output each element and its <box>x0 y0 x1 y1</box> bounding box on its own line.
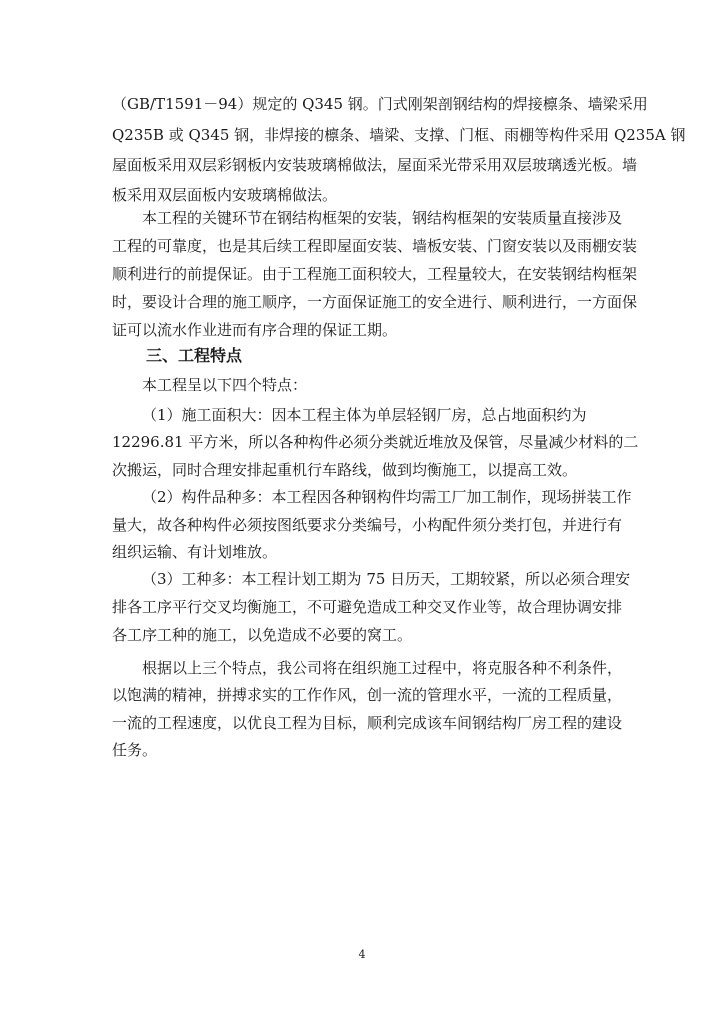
text-line: 本工程的关键环节在钢结构框架的安装，钢结构框架的安装质量直接涉及 <box>142 209 623 227</box>
text-line: 顺利进行的前提保证。由于工程施工面积较大，工程量较大，在安装钢结构框架 <box>112 265 638 283</box>
text-line: 一流的工程速度，以优良工程为目标，顺利完成该车间钢结构厂房工程的建设 <box>112 714 623 732</box>
text-line: （GB/T1591－94）规定的 Q345 钢。门式刚架剖钢结构的焊接檩条、墙梁采用 <box>112 95 648 113</box>
text-line: 板采用双层面板内安玻璃棉做法。 <box>112 186 338 204</box>
text-line: （3）工种多：本工程计划工期为 75 日历天，工期较紧，所以必须合理安 <box>142 570 631 588</box>
text-line: 各工序工种的施工，以免造成不必要的窝工。 <box>112 626 413 644</box>
text-line: Q235B 或 Q345 钢，非焊接的檩条、墙梁、支撑、门框、雨棚等构件采用 Q235A 钢 <box>112 126 686 144</box>
text-line: （1）施工面积大：因本工程主体为单层轻钢厂房，总占地面积约为 <box>142 406 587 424</box>
text-line: 根据以上三个特点，我公司将在组织施工过程中，将克服各种不利条件， <box>142 659 623 677</box>
text-line: 以饱满的精神，拼搏求实的工作作风，创一流的管理水平，一流的工程质量， <box>112 686 623 704</box>
text-line: 12296.81 平方米，所以各种构件必须分类就近堆放及保管，尽量减少材料的二 <box>112 433 639 451</box>
text-line: 屋面板采用双层彩钢板内安装玻璃棉做法，屋面采光带采用双层玻璃透光板。墙 <box>112 156 638 174</box>
text-line: 时，要设计合理的施工顺序，一方面保证施工的安全进行、顺利进行，一方面保 <box>112 293 638 311</box>
text-line: （2）构件品种多：本工程因各种钢构件均需工厂加工制作，现场拼装工作 <box>142 488 632 506</box>
text-line: 次搬运，同时合理安排起重机行车路线，做到均衡施工，以提高工效。 <box>112 461 578 479</box>
text-line: 证可以流水作业进而有序合理的保证工期。 <box>112 321 398 339</box>
page-number: 4 <box>358 948 366 961</box>
text-line: 量大，故各种构件必须按图纸要求分类编号，小构配件须分类打包，并进行有 <box>112 516 623 534</box>
text-line: 工程的可靠度，也是其后续工程即屋面安装、墙板安装、门窗安装以及雨棚安装 <box>112 237 638 255</box>
section-heading: 三、工程特点 <box>146 346 243 365</box>
text-line: 任务。 <box>112 741 158 759</box>
text-line: 排各工序平行交叉均衡施工，不可避免造成工种交叉作业等，故合理协调安排 <box>112 598 623 616</box>
intro-line: 本工程呈以下四个特点： <box>142 376 308 394</box>
text-line: 组织运输、有计划堆放。 <box>112 543 278 561</box>
